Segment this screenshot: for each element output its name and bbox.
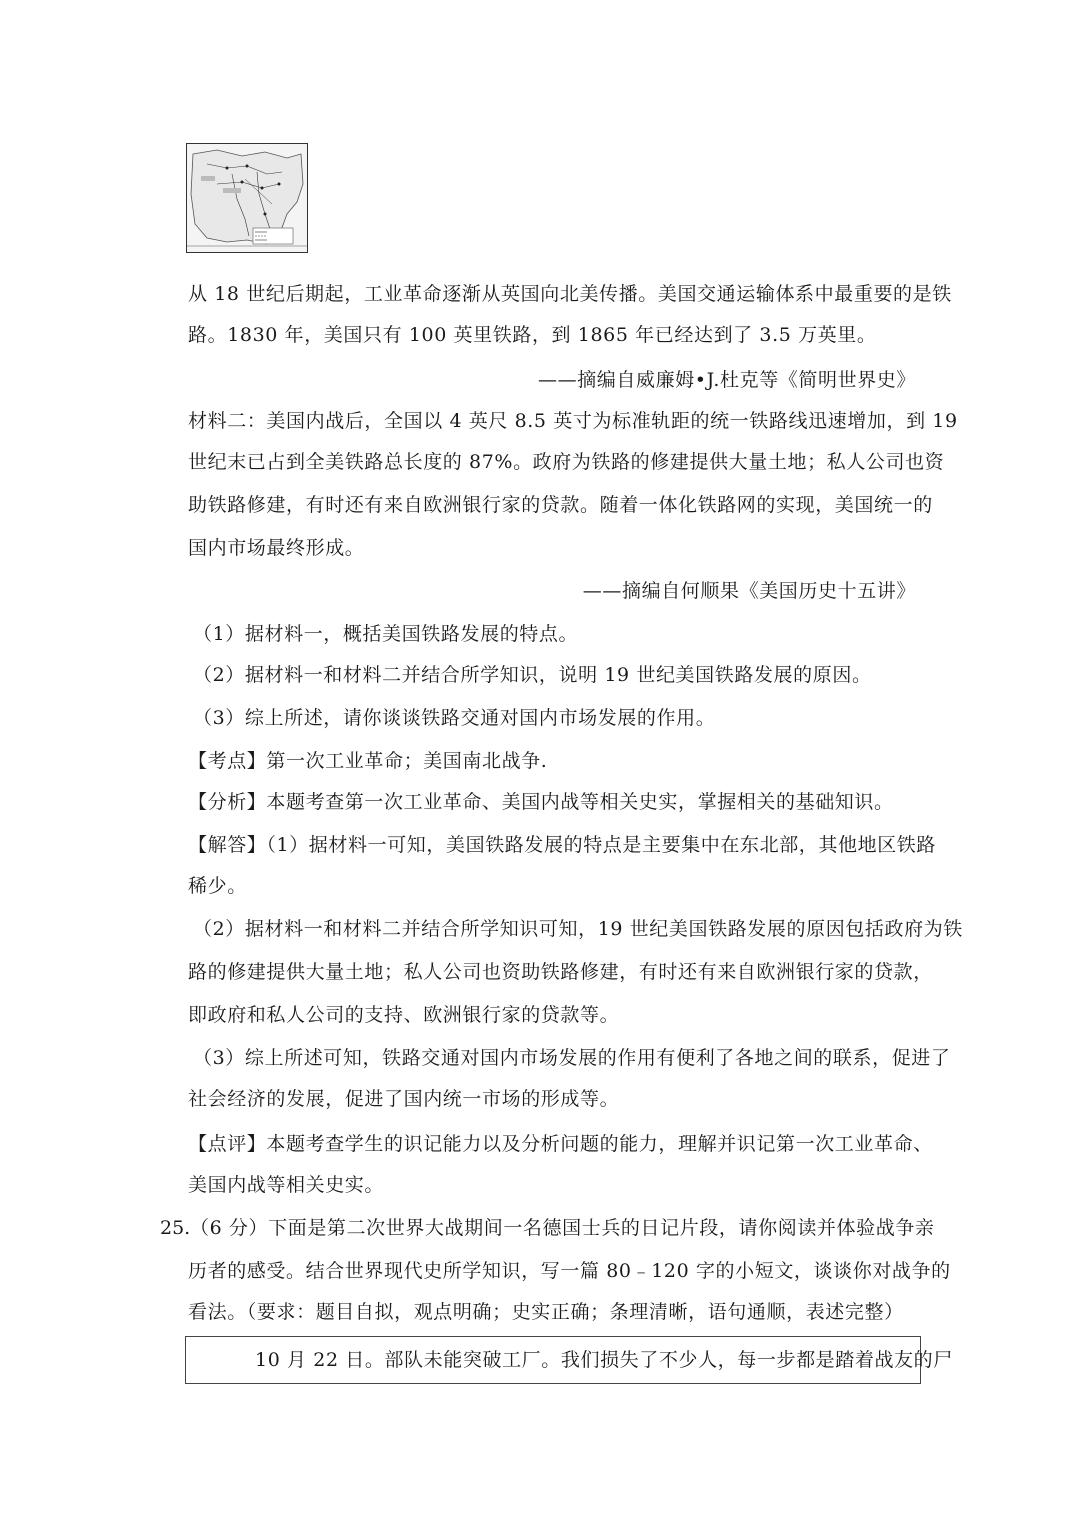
answer-3-line: （3）综上所述可知，铁路交通对国内市场发展的作用有便利了各地之间的联系，促进了 [193, 1047, 951, 1069]
material2-line: 世纪末已占到全美铁路总长度的 87%。政府为铁路的修建提供大量土地；私人公司也资 [188, 451, 945, 473]
railway-map-figure [186, 143, 308, 253]
question-25-line: 看法。（要求：题目自拟，观点明确；史实正确；条理清晰，语句通顺，表述完整） [188, 1301, 904, 1323]
answer-2-line: 路的修建提供大量土地；私人公司也资助铁路修建，有时还有来自欧洲银行家的贷款， [188, 961, 933, 983]
kaodian-line: 【考点】第一次工业革命；美国南北战争. [188, 750, 548, 772]
material2-line: 材料二：美国内战后，全国以 4 英尺 8.5 英寸为标准轨距的统一铁路线迅速增加，到 19 [188, 410, 958, 432]
question-2: （2）据材料一和材料二并结合所学知识，说明 19 世纪美国铁路发展的原因。 [193, 664, 872, 686]
material2-source: ——摘编自何顺果《美国历史十五讲》 [582, 580, 916, 602]
question-25-line: （6 分）下面是第二次世界大战期间一名德国士兵的日记片段，请你阅读并体验战争亲 [190, 1217, 935, 1239]
material1-line: 路。1830 年，美国只有 100 英里铁路，到 1865 年已经达到了 3.5 万英里。 [188, 324, 877, 346]
answer-3-line: 社会经济的发展，促进了国内统一市场的形成等。 [188, 1088, 620, 1110]
fenxi-line: 【分析】本题考查第一次工业革命、美国内战等相关史实，掌握相关的基础知识。 [188, 791, 894, 813]
material1-line: 从 18 世纪后期起，工业革命逐渐从英国向北美传播。美国交通运输体系中最重要的是铁 [188, 283, 952, 305]
answer-2-line: （2）据材料一和材料二并结合所学知识可知，19 世纪美国铁路发展的原因包括政府为铁 [193, 918, 963, 940]
diary-excerpt-text: 10 月 22 日。部队未能突破工厂。我们损失了不少人，每一步都是踏着战友的尸 [255, 1349, 953, 1371]
dianping-line: 美国内战等相关史实。 [188, 1174, 385, 1196]
dianping-line: 【点评】本题考查学生的识记能力以及分析问题的能力，理解并识记第一次工业革命、 [188, 1133, 933, 1155]
question-number: 25. [160, 1217, 191, 1239]
jieda-line: 【解答】（1）据材料一可知，美国铁路发展的特点是主要集中在东北部，其他地区铁路 [188, 834, 936, 856]
question-3: （3）综上所述，请你谈谈铁路交通对国内市场发展的作用。 [193, 707, 716, 729]
map-icon [187, 144, 307, 252]
jieda-line: 稀少。 [188, 875, 247, 897]
answer-2-line: 即政府和私人公司的支持、欧洲银行家的贷款等。 [188, 1004, 620, 1026]
material2-line: 国内市场最终形成。 [188, 537, 365, 559]
material1-source: ——摘编自威廉姆•J.杜克等《简明世界史》 [538, 369, 916, 391]
material2-line: 助铁路修建，有时还有来自欧洲银行家的贷款。随着一体化铁路网的实现，美国统一的 [188, 494, 933, 516]
question-25-line: 历者的感受。结合世界现代史所学知识，写一篇 80﹣120 字的小短文，谈谈你对战争的 [188, 1260, 951, 1282]
question-1: （1）据材料一，概括美国铁路发展的特点。 [193, 623, 579, 645]
